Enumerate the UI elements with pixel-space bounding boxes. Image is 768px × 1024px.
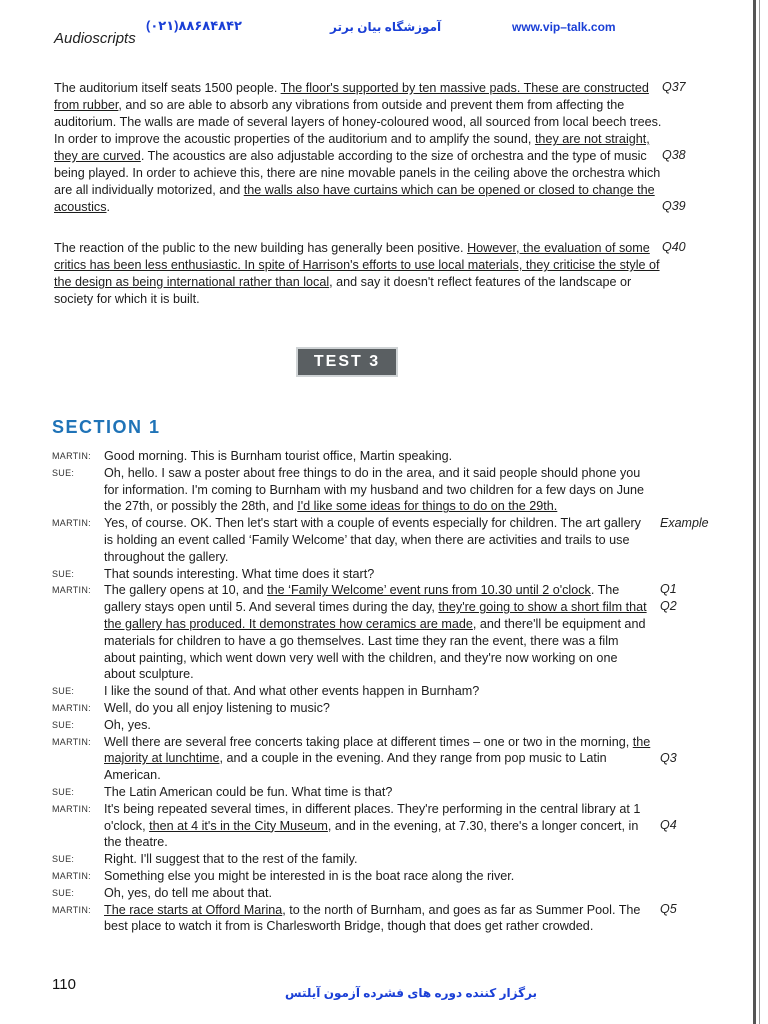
speaker-label: MARTIN: [52, 904, 91, 915]
speech-text [104, 465, 652, 515]
dialogue-turn [0, 868, 768, 885]
speaker-label: SUE: [52, 568, 75, 579]
speech-text [104, 851, 652, 868]
answer-q40: However, the evaluation of some critics has been less enthusiastic. In spite of Harrison's efforts to use local materials, they criticise the style of the design as being international rather than local [54, 241, 660, 289]
dialogue-turn [0, 784, 768, 801]
speech-segment: , to the north of Burnham, and goes as far as Summer Pool. The best place to watch it from is Charlesworth Bridge, though that does get rather crowded. [104, 902, 641, 934]
speech-segment: , and a couple in the evening. And they range from pop music to Latin American. [104, 751, 607, 783]
question-tag: Q5 [660, 901, 677, 916]
speech-text [104, 582, 652, 683]
speech-text [104, 784, 652, 801]
dialogue-turn [0, 851, 768, 868]
speech-segment: Oh, yes, do tell me about that. [104, 885, 273, 900]
dialogue-turn [0, 683, 768, 700]
speech-segment: , and in the evening, at 7.30, there's a longer concert, in the theatre. [104, 818, 639, 850]
dialogue-turn [0, 717, 768, 734]
page-number: 110 [52, 976, 76, 993]
speech-text [104, 566, 652, 583]
speech-text [104, 683, 652, 700]
speech-text [104, 902, 652, 936]
speech-segment: Good morning. This is Burnham tourist office, Martin speaking. [104, 449, 453, 463]
speech-segment: Well, do you all enjoy listening to music? [104, 700, 330, 715]
speech-segment: Something else you might be interested in is the boat race along the river. [104, 868, 515, 883]
speech-segment: It's being repeated several times, in different places. They're performing in the central library at 1 o'clock, [104, 801, 641, 833]
question-tag-q38: Q38 [662, 148, 686, 162]
dialogue-turn [0, 885, 768, 902]
speech-text [104, 868, 652, 885]
speaker-label: MARTIN: [52, 518, 91, 529]
question-tag-q37: Q37 [662, 80, 686, 94]
speaker-label: MARTIN: [52, 803, 91, 814]
header-url: www.vip–talk.com [512, 20, 616, 34]
speaker-label: SUE: [52, 719, 75, 730]
speech-text [104, 448, 652, 465]
speaker-label: MARTIN: [52, 870, 91, 881]
speaker-label: MARTIN: [52, 736, 91, 747]
paragraph-auditorium: The auditorium itself seats 1500 people. The floor's supported by ten massive pads. These are constructed from rubber, and so are able to absorb any vibrations from outside and prevent them from affecting the auditorium. The walls are made of several layers of honey-coloured wood, all sourced from local beech trees. In order to improve the acoustic properties of the auditorium and to amplify the sound, they are not straight, they are curved. The acoustics are also adjustable according to the size of orchestra and the type of music being played. In order to achieve this, there are nine movable panels in the ceiling above the orchestra which are all individually motorized, and the walls also have curtains which can be opened or closed to change the acoustics. [54, 81, 662, 214]
speaker-label: MARTIN: [52, 702, 91, 713]
header-institute: آموزشگاه بیان برتر [330, 20, 442, 34]
footer-text: برگزار کننده دوره های فشرده آزمون آیلتس [285, 986, 538, 1000]
speaker-label: SUE: [52, 887, 75, 898]
dialogue-turn [0, 902, 768, 936]
underlined-answer: I'd like some ideas for things to do on the 29th. [297, 499, 558, 514]
dialogue-turn [0, 448, 768, 465]
speech-segment: Right. I'll suggest that to the rest of the family. [104, 852, 358, 867]
speech-segment: Oh, hello. I saw a poster about free things to do in the area, and it said people should phone you for information. I'm coming to Burnham with my husband and two children for a few days on June the 27th, or possibly the 28th, and [104, 465, 645, 514]
dialogue-transcript [0, 448, 768, 935]
speech-text [104, 734, 652, 784]
speech-segment: The gallery opens at 10, and [104, 583, 268, 598]
dialogue-turn [0, 734, 768, 784]
speaker-label: MARTIN: [52, 451, 91, 461]
speech-segment: That sounds interesting. What time does it start? [104, 566, 375, 581]
speaker-label: MARTIN: [52, 585, 91, 596]
answer-q37: The floor's supported by ten massive pads. These are constructed from rubber [54, 81, 649, 112]
underlined-answer: the majority at lunchtime [104, 734, 651, 766]
speech-text [104, 885, 652, 902]
underlined-answer: the ‘Family Welcome’ event runs from 10.30 until 2 o'clock [267, 583, 591, 598]
speech-segment: Oh, yes. [104, 717, 151, 732]
question-tag: Q2 [660, 599, 677, 614]
underlined-answer: then at 4 it's in the City Museum [149, 818, 328, 833]
dialogue-turn [0, 582, 768, 683]
header-phone: (۰۲۱)۸۸۶۸۴۸۴۲ [146, 18, 242, 33]
answer-q39: the walls also have curtains which can be opened or closed to change the acoustics [54, 183, 655, 214]
dialogue-turn [0, 566, 768, 583]
speech-segment: The Latin American could be fun. What time is that? [104, 784, 393, 799]
section-heading: SECTION 1 [52, 417, 161, 437]
dialogue-turn [0, 515, 768, 565]
speaker-label: SUE: [52, 686, 75, 697]
underlined-answer: they're going to show a short film that the gallery has produced. It demonstrates how ceramics are made [104, 600, 647, 631]
speech-segment: I like the sound of that. And what other events happen in Burnham? [104, 684, 480, 699]
running-header-title: Audioscripts [54, 30, 136, 47]
speaker-label: SUE: [52, 854, 75, 865]
question-tag: Q4 [660, 817, 677, 832]
question-tag-q40: Q40 [662, 240, 686, 254]
test-heading-box: TEST 3 [296, 347, 398, 377]
speech-segment: Well there are several free concerts taking place at different times – one or two in the morning, [104, 734, 633, 749]
speaker-label: SUE: [52, 786, 75, 797]
question-tag-q39: Q39 [662, 199, 686, 213]
paragraph-reaction: The reaction of the public to the new building has generally been positive. However, the evaluation of some critics has been less enthusiastic. In spite of Harrison's efforts to use local materials, they criticise the style of the design as being international rather than local, and say it doesn't reflect features of the landscape or society for which it is built. [54, 241, 660, 306]
question-tag: Q1 [660, 582, 677, 597]
speech-text [104, 717, 652, 734]
speech-text [104, 515, 652, 565]
dialogue-turn [0, 700, 768, 717]
speech-segment: , and there'll be equipment and materials for children to have a go themselves. Last time they ran the event, there was a film about painting, which went down very well with the children, and they're now working on one about sculpture. [104, 616, 646, 682]
speaker-label: SUE: [52, 467, 75, 478]
speech-segment: . The gallery stays open until 5. And several times during the day, [104, 583, 620, 615]
speech-text [104, 801, 652, 851]
question-tag: Example [660, 515, 709, 530]
speech-segment: Yes, of course. OK. Then let's start with a couple of events especially for children. The art gallery is holding an event called ‘Family Welcome’ that day, when there are activities and trails to use throughout the gallery. [104, 516, 641, 564]
dialogue-turn [0, 801, 768, 851]
answer-q38: they are not straight, they are curved [54, 132, 650, 163]
underlined-answer: The race starts at Offord Marina [104, 902, 283, 917]
speech-text [104, 700, 652, 717]
question-tag: Q3 [660, 750, 677, 765]
